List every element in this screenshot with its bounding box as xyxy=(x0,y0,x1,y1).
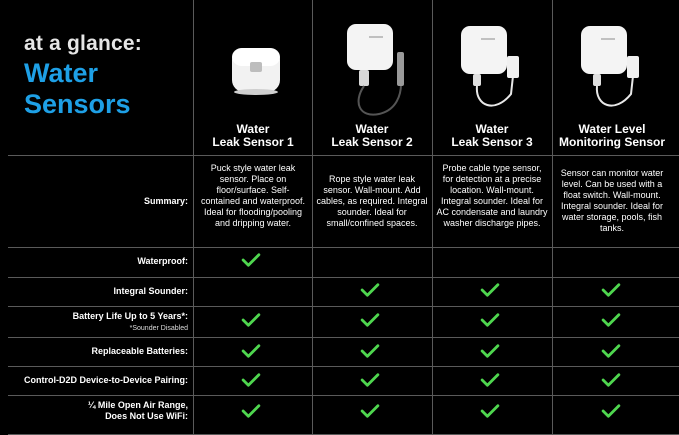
check-icon xyxy=(360,344,380,358)
range-label-line-1: ¼ Mile Open Air Range, xyxy=(87,400,188,410)
check-icon xyxy=(241,373,261,387)
probe-sensor-image xyxy=(455,24,535,120)
product-name-4 xyxy=(552,123,672,149)
divider xyxy=(193,0,194,435)
product-name-line: Water Level xyxy=(578,122,646,136)
divider xyxy=(8,277,679,278)
check-icon xyxy=(360,404,380,418)
summary-cell-4: Sensor can monitor water level. Can be used with a float switch. Wall-mount. Integral sounder. Ideal for water storage, pools, fish tanks. xyxy=(560,168,664,233)
summary-cell-2: Rope style water leak sensor. Wall-mount. Add cables, as required. Integral sounder. Ideal for small/confined spaces. xyxy=(316,174,428,228)
battery-note: *Sounder Disabled xyxy=(129,325,188,332)
row-label-sounder: Integral Sounder: xyxy=(113,286,188,296)
check-icon xyxy=(601,313,621,327)
battery-label: Battery Life Up to 5 Years*: xyxy=(72,311,188,321)
row-label-battery xyxy=(0,311,188,334)
rope-sensor-image xyxy=(335,22,415,122)
check-icon xyxy=(480,373,500,387)
product-name-line: Water xyxy=(355,122,389,136)
product-name-line: Water xyxy=(236,122,270,136)
row-label-waterproof: Waterproof: xyxy=(137,256,188,266)
product-name-line: Leak Sensor 3 xyxy=(451,135,533,149)
row-label-replaceable: Replaceable Batteries: xyxy=(91,346,188,356)
check-icon xyxy=(601,404,621,418)
divider xyxy=(552,0,553,435)
row-label-range xyxy=(0,400,188,422)
summary-cell-3: Probe cable type sensor, for detection at a precise location. Wall-mount. Integral sounder. Ideal for AC condensate and laundry washer discharge pipes. xyxy=(436,163,548,228)
divider xyxy=(8,247,679,248)
title-word-sensors: Sensors xyxy=(24,89,131,119)
divider xyxy=(8,306,679,307)
divider xyxy=(8,366,679,367)
check-icon xyxy=(601,344,621,358)
range-label-line-2: Does Not Use WiFi: xyxy=(105,411,188,421)
title-word-water: Water xyxy=(24,58,99,88)
divider xyxy=(312,0,313,435)
row-label-pairing: Control-D2D Device-to-Device Pairing: xyxy=(23,375,188,385)
check-icon xyxy=(480,313,500,327)
title-line-1: at a glance: xyxy=(24,32,142,55)
check-icon xyxy=(480,404,500,418)
divider xyxy=(8,395,679,396)
level-sensor-image xyxy=(575,24,655,120)
check-icon xyxy=(360,283,380,297)
summary-cell-1: Puck style water leak sensor. Place on floor/surface. Self-contained and waterproof. Ideal for flooding/pooling and dripping water. xyxy=(200,163,306,228)
product-name-line: Leak Sensor 2 xyxy=(331,135,413,149)
check-icon xyxy=(241,253,261,267)
divider xyxy=(8,337,679,338)
check-icon xyxy=(241,313,261,327)
product-name-line: Leak Sensor 1 xyxy=(212,135,294,149)
product-name-2 xyxy=(312,123,432,149)
product-name-line: Water xyxy=(475,122,509,136)
check-icon xyxy=(601,283,621,297)
puck-sensor-image xyxy=(228,40,284,100)
divider xyxy=(8,155,679,156)
check-icon xyxy=(480,344,500,358)
title-block xyxy=(0,0,194,155)
check-icon xyxy=(360,373,380,387)
product-name-line: Monitoring Sensor xyxy=(559,135,665,149)
check-icon xyxy=(360,313,380,327)
check-icon xyxy=(241,404,261,418)
product-name-1 xyxy=(193,123,313,149)
divider xyxy=(432,0,433,435)
row-label-summary: Summary: xyxy=(143,196,188,206)
title-line-2 xyxy=(24,58,131,120)
product-name-3 xyxy=(432,123,552,149)
check-icon xyxy=(241,344,261,358)
check-icon xyxy=(601,373,621,387)
check-icon xyxy=(480,283,500,297)
